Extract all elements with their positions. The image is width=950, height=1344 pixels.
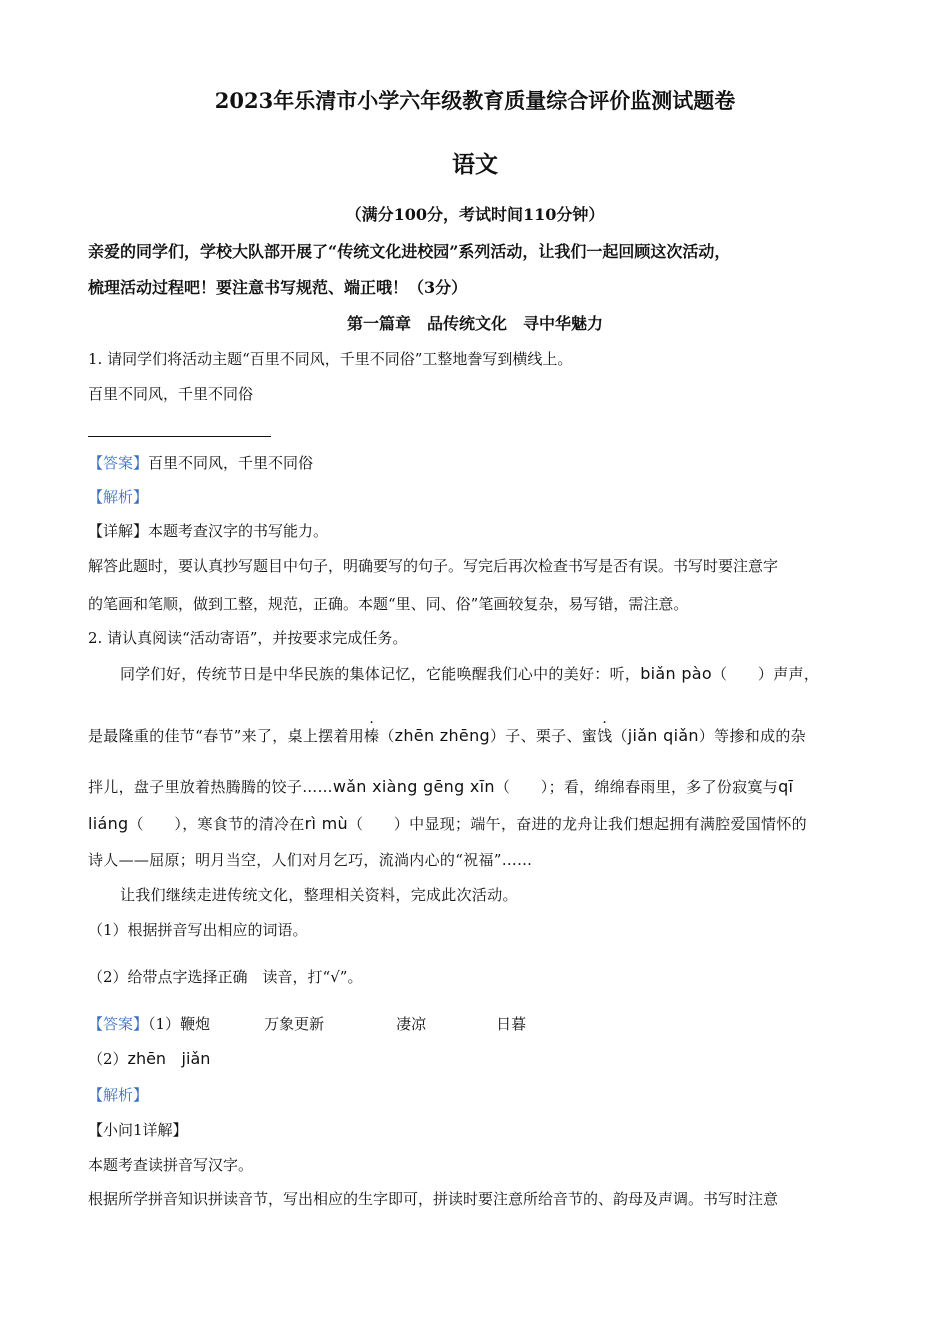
small-question-explain: 根据所学拼音知识拼读音节，写出相应的生字即可，拼读时要注意所给音节的、韵母及声调。书写时注意: [88, 1190, 779, 1208]
q1-explain-1: 解答此题时，要认真抄写题目中句子，明确要写的句子。写完后再次检查书写是否有误。书写时要注意字: [88, 557, 779, 575]
answer-word-3: 凄凉: [396, 1015, 427, 1033]
q2-analysis-tag: 【解析】: [88, 1086, 149, 1104]
q1-prompt: 1. 请同学们将活动主题“百里不同风，千里不同俗”工整地誊写到横线上。: [88, 350, 573, 368]
pinyin-bianpao: biǎn pào: [640, 664, 713, 683]
small-question-text: 本题考查读拼音写汉字。: [88, 1156, 254, 1174]
q1-analysis-tag: 【解析】: [88, 488, 149, 506]
story-line-2: [88, 726, 806, 745]
answer-tag: 【答案】: [88, 1015, 149, 1033]
story-text: ）子、栗子、蜜: [489, 727, 598, 745]
pinyin-liang: liáng: [88, 814, 129, 833]
story-text: ）等掺和成的杂: [698, 727, 806, 745]
q2-answer-2: [88, 1049, 210, 1068]
small-question-label: 【小问1详解】: [88, 1121, 188, 1139]
q1-answer-text: 百里不同风，千里不同俗: [148, 454, 314, 472]
story-paren: （: [612, 727, 628, 745]
q1-answer-line: [88, 436, 271, 437]
story-line-5: 诗人——屈原；明月当空，人们对月乞巧，流淌内心的“祝福”……: [88, 851, 533, 869]
story-text: 是最隆重的佳节“春节”来了，桌上摆着用: [88, 727, 365, 745]
chapter-title: 第一篇章 品传统文化 寻中华魅力: [346, 314, 603, 333]
story-text: 拌儿，盘子里放着热腾腾的饺子……: [88, 778, 333, 796]
q1-answer: [88, 454, 313, 472]
q1-explain-2: 的笔画和笔顺，做到工整，规范，正确。本题“里、同、俗”笔画较复杂，易写错，需注意。: [88, 595, 689, 613]
exam-info: （满分100分，考试时间110分钟）: [345, 205, 605, 224]
story-line-3: [88, 777, 793, 796]
pinyin-options-jian: jiǎn qiǎn: [627, 726, 699, 745]
q1-detail: [88, 522, 328, 540]
pinyin-rimu: rì mù: [304, 814, 348, 833]
q2-prompt: 2. 请认真阅读“活动寄语”，并按要求完成任务。: [88, 629, 408, 647]
answer-label: （1）: [148, 1015, 181, 1033]
answer-word-4: 日暮: [496, 1015, 527, 1033]
pinyin-wanxiang: wǎn xiàng gēng xīn: [332, 777, 495, 796]
q1-sample: 百里不同风，千里不同俗: [88, 385, 254, 403]
story-text: （ ）中显现；端午，奋进的龙舟让我们想起拥有满腔爱国情怀的: [347, 815, 807, 833]
story-text: 同学们好，传统节日是中华民族的集体记忆，它能唤醒我们心中的美好：听，: [120, 665, 641, 683]
dotted-char-zhen: 榛: [364, 727, 380, 745]
page-title: 2023年乐清市小学六年级教育质量综合评价监测试题卷: [214, 88, 736, 113]
answer-pinyin-1: zhēn: [127, 1049, 167, 1068]
q2-sub-1: （1）根据拼音写出相应的词语。: [88, 921, 308, 939]
subject-title: 语文: [452, 151, 498, 178]
q2-answer-1: [88, 1015, 526, 1033]
answer-word-2: 万象更新: [264, 1015, 325, 1033]
detail-text: 本题考查汉字的书写能力。: [148, 522, 329, 540]
story-paren: （: [379, 727, 395, 745]
detail-label: 【详解】: [88, 522, 149, 540]
intro-line-1: 亲爱的同学们，学校大队部开展了“传统文化进校园”系列活动，让我们一起回顾这次活动，: [88, 242, 731, 261]
story-blank: （ ）声声，: [712, 665, 820, 683]
answer-tag: 【答案】: [88, 454, 149, 472]
pinyin-qi: qī: [778, 777, 794, 796]
story-line-4: [88, 814, 807, 833]
q2-sub-2: （2）给带点字选择正确 读音，打“√”。: [88, 968, 363, 986]
answer-pinyin-2: jiǎn: [181, 1049, 211, 1068]
intro-line-2: 梳理活动过程吧！要注意书写规范、端正哦！（3分）: [88, 278, 468, 297]
answer-word-1: 鞭炮: [180, 1015, 211, 1033]
story-text: （ ），寒食节的清冷在: [128, 815, 305, 833]
pinyin-options-zhen: zhēn zhēng: [394, 726, 490, 745]
story-line-1: [120, 664, 819, 683]
story-text: （ ）；看，绵绵春雨里，多了份寂寞与: [494, 778, 779, 796]
story-line-6: 让我们继续走进传统文化，整理相关资料，完成此次活动。: [120, 886, 518, 904]
answer-label: （2）: [88, 1050, 128, 1068]
dotted-char-jian: 饯: [597, 727, 613, 745]
